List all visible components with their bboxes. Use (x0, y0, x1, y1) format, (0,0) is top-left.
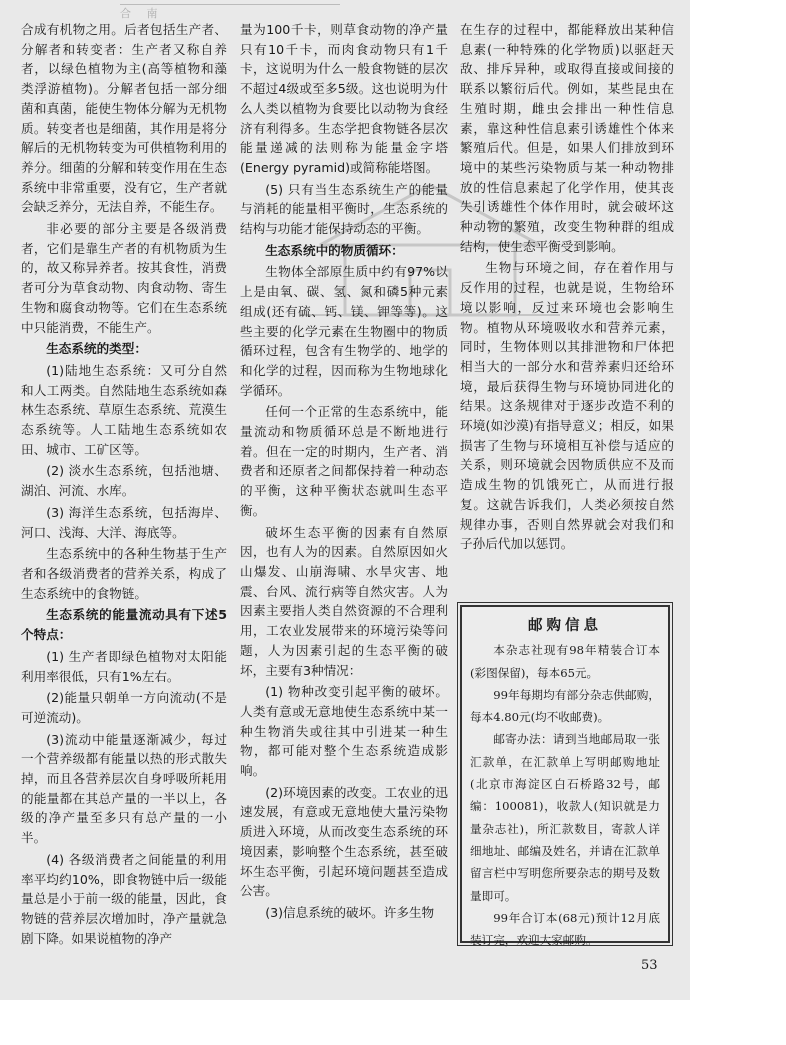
paragraph: 生物与环境之间，存在着作用与反作用的过程，也就是说，生物给环境以影响，反过来环境也会影响生物。植物从环境吸收水和营养元素，同时，生物体则以其排泄物和尸体把相当大的一部分水和营养素归还给环境，最后获得生物与环境协同进化的结果。这条规律对于逐步改造不利的环境(如沙漠)有指导意义；相反，如果损害了生物与环境相互补偿与适应的关系，则环境就会因物质供应不及而造成生物的饥饿死亡，从而进行报复。这就告诉我们，人类必须按自然规律办事，否则自然界就会对我们和子孙后代加以惩罚。 (460, 260, 674, 552)
paragraph: 破坏生态平衡的因素有自然原因，也有人为的因素。自然原因如火山爆发、山崩海啸、水旱灾害、地震、台风、流行病等自然灾害。人为因素主要指人类自然资源的不合理利用，工农业发展带来的环境污染等问题，人为因素引起的生态平衡的破坏，主要有3种情况： (240, 524, 448, 678)
paragraph: (3)信息系统的破坏。许多生物 (265, 904, 435, 920)
watermark-text: 合 南 (120, 7, 164, 20)
paragraph: 合成有机物之用。后者包括生产者、分解者和转变者：生产者又称自养者，以绿色植物为主(高等植物和藻类浮游植物)。分解者包括一部分细菌和真菌，能使生物体分解为无机物质。转变者也是细菌，其作用是将分解后的无机物转变为可供植物利用的养分。细菌的分解和转变作用在生态系统中非常重要，没有它，生产者就会缺乏养分，无法自养，不能生存。 (21, 22, 227, 215)
paragraph: (4) 各级消费者之间能量的利用率平均约10%，即食物链中后一级能量总是小于前一级的能量，因此，食物链的营养层次增加时，净产量就急剧下降。如果说植物的净产 (21, 851, 227, 946)
paragraph: (1) 物种改变引起平衡的破坏。人类有意或无意地使生态系统中某一种生物消失或往其中引进某一种生物，都可能对整个生态系统造成影响。 (240, 684, 448, 779)
paragraph: (3) 海洋生态系统，包括海岸、河口、浅海、大洋、海底等。 (21, 504, 227, 540)
section-heading: 生态系统中的物质循环： (265, 242, 404, 258)
mail-order-paragraph: 99年每期均有部分杂志供邮购，每本4.80元(均不收邮费)。 (470, 687, 660, 725)
text-column-3 (460, 20, 674, 556)
paragraph: 在生存的过程中，都能释放出某种信息素(一种特殊的化学物质)以驱赶天敌、排斥异种，或取得直接或间接的联系以繁衍后代。例如，某些昆虫在生殖时期，雌虫会排出一种性信息素，靠这种性信息素引诱雄性个体来繁殖后代。但是，如果人们排放到环境中的某些污染物质与某一种动物排放的性信息素起了化学作用，使其丧失引诱雄性个体作用时，就会破坏这种动物的繁殖，改变生物种群的组成结构，使生态平衡受到影响。 (460, 22, 674, 254)
paragraph: (2) 淡水生态系统，包括池塘、湖泊、河流、水库。 (21, 463, 227, 499)
paragraph: (2)能量只朝单一方向流动(不是可逆流动)。 (21, 690, 227, 725)
page-number: 53 (641, 958, 658, 973)
paragraph: (1) 生产者即绿色植物对太阳能利用率很低，只有1%左右。 (21, 648, 227, 684)
text-column-1 (21, 20, 227, 950)
paragraph: 生物体全部原生质中约有97%以上是由氧、碳、氢、氮和磷5种元素组成(还有硫、钙、镁、钾等等)。这些主要的化学元素在生物圈中的物质循环过程，包含有生物学的、地学的和化学的过程，因而称为生物地球化学循环。 (240, 264, 448, 398)
mail-order-title: 邮购信息 (528, 618, 602, 634)
paragraph: 任何一个正常的生态系统中，能量流动和物质循环总是不断地进行着。但在一定的时期内，生产者、消费者和还原者之间都保持着一种动态的平衡，这种平衡状态就叫生态平衡。 (240, 404, 448, 518)
mail-order-info-box (460, 605, 670, 948)
text-column-2 (240, 20, 448, 925)
mail-order-paragraph: 邮寄办法：请到当地邮局取一张汇款单，在汇款单上写明邮购地址(北京市海淀区白石桥路32号，邮编：100081)，收款人(知识就是力量杂志社)，所汇款数目，寄款人详细地址、邮编及姓名，并请在汇款单留言栏中写明您所要杂志的期号及数量即可。 (470, 732, 660, 903)
paragraph: (5) 只有当生态系统生产的能量与消耗的能量相平衡时，生态系统的结构与功能才能保持动态的平衡。 (240, 181, 448, 237)
paragraph: (3)流动中能量逐渐减少，每过一个营养级都有能量以热的形式散失掉，而且各营养层次自身呼吸所耗用的能量都在其总产量的一半以上，各级的净产量至多只有总产量的一小半。 (21, 731, 227, 846)
paragraph: 生态系统中的各种生物基于生产者和各级消费者的营养关系，构成了生态系统中的食物链。 (21, 546, 227, 601)
paragraph: (1)陆地生态系统：又可分自然和人工两类。自然陆地生态系统如森林生态系统、草原生态系统、荒漠生态系统等。人工陆地生态系统如农田、城市、工矿区等。 (21, 362, 227, 457)
paragraph: 非必要的部分主要是各级消费者，它们是靠生产者的有机物质为生的，故又称异养者。按其食性，消费者可分为草食动物、肉食动物、寄生生物和腐食动物等。它们在生态系统中只能消费，不能生产。 (21, 221, 227, 335)
section-heading: 生态系统的能量流动具有下述5个特点： (21, 607, 227, 643)
mail-order-paragraph: 99年合订本(68元)预计12月底装订完，欢迎大家邮购。 (470, 910, 660, 948)
paragraph: (2)环境因素的改变。工农业的迅速发展，有意或无意地使大量污染物质进入环境，从而改变生态系统的环境因素，影响整个生态系统，甚至破坏生态平衡，引起环境问题甚至造成公害。 (240, 784, 448, 899)
mail-order-paragraph: 本杂志社现有98年精装合订本(彩图保留)，每本65元。 (470, 643, 660, 680)
section-heading: 生态系统的类型： (46, 341, 147, 357)
paragraph: 量为100千卡，则草食动物的净产量只有10千卡，而肉食动物只有1千卡，这说明为什么一般食物链的层次不超过4级或至多5级。这也说明为什么人类以植物为食要比以动物为食经济有利得多。生态学把食物链各层次能量递减的法则称为能量金字塔(Energy pyramid)或简称能塔图。 (240, 22, 448, 175)
